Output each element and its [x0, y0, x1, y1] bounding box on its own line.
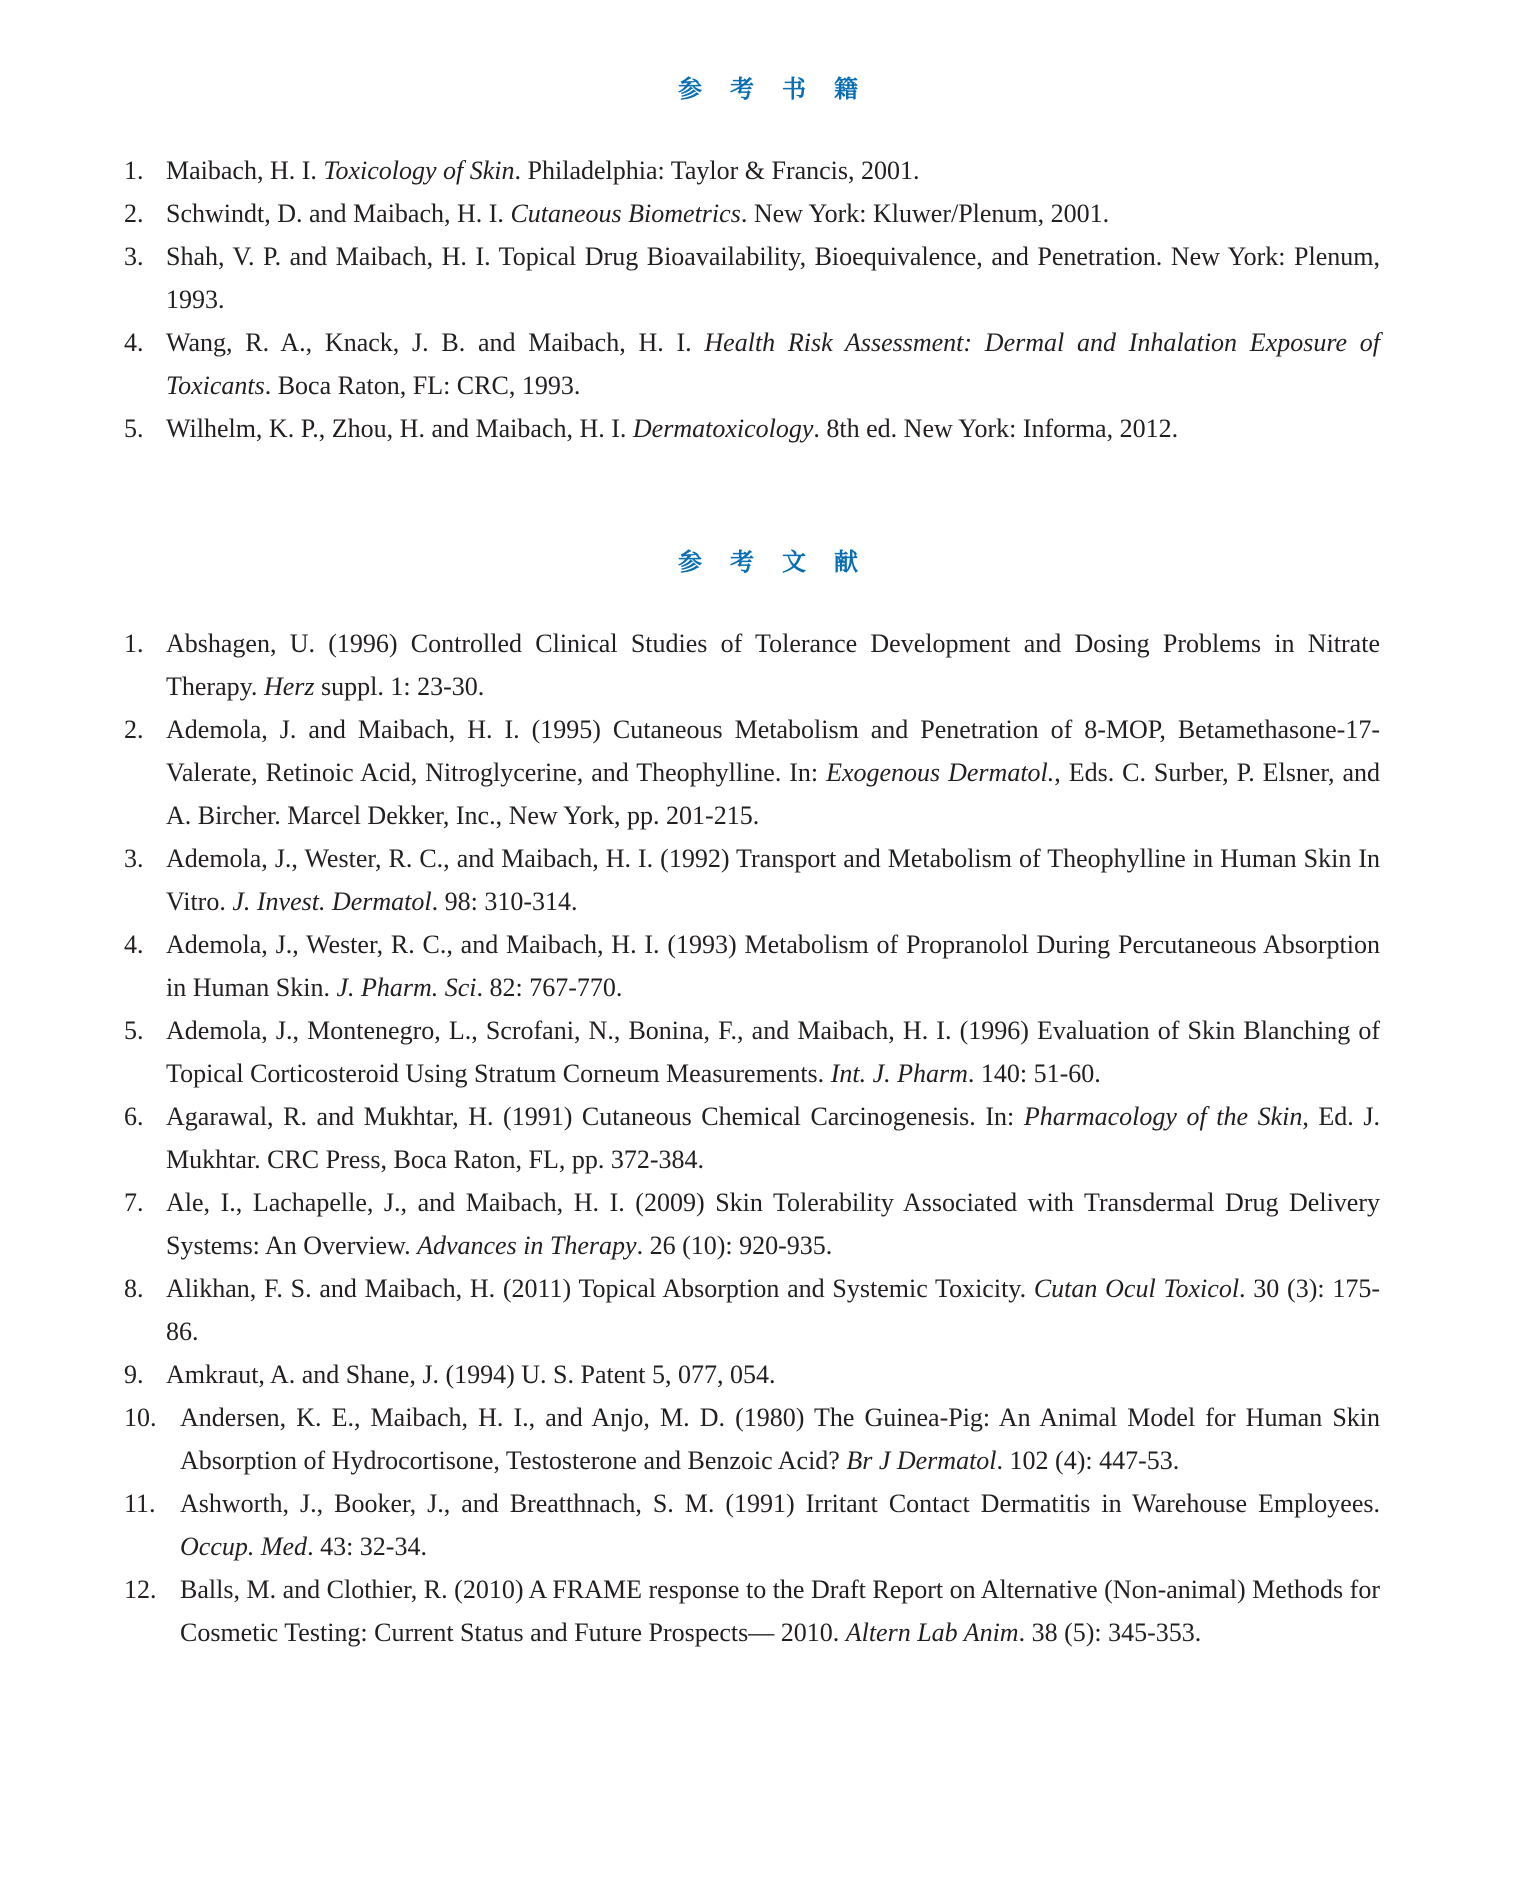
reference-text	[166, 242, 1380, 314]
reference-text-segment: . 26 (10): 920-935.	[636, 1231, 833, 1260]
reference-text	[166, 1102, 1380, 1174]
reference-italic-title: Altern Lab Anim	[845, 1618, 1019, 1647]
reference-text	[166, 629, 1380, 701]
reference-text	[166, 328, 1380, 400]
reference-text-segment: Wang, R. A., Knack, J. B. and Maibach, H. I.	[166, 328, 705, 357]
reference-italic-title: Br J Dermatol	[846, 1446, 997, 1475]
reference-number: 1.	[124, 629, 144, 658]
reference-item	[124, 622, 1380, 708]
reference-italic-title: Cutan Ocul Toxicol	[1033, 1274, 1240, 1303]
reference-item	[124, 321, 1380, 407]
reference-text	[166, 1274, 1380, 1346]
literature-reference-list	[124, 622, 1380, 1654]
reference-text-segment: . 43: 32-34.	[307, 1532, 427, 1561]
reference-number: 2.	[124, 715, 144, 744]
literature-section-heading: 参考文献	[678, 548, 886, 576]
reference-text-segment: Schwindt, D. and Maibach, H. I.	[166, 199, 511, 228]
reference-text-segment: Andersen, K. E., Maibach, H. I., and Anjo, M. D. (1980) The Guinea-Pig: An Animal Model for Human Skin Absorption of Hydrocortisone, Testosterone and Benzoic Acid?	[180, 1403, 1380, 1475]
reference-text-segment: Ashworth, J., Booker, J., and Breatthnach, S. M. (1991) Irritant Contact Dermatitis in Warehouse Employees.	[180, 1489, 1380, 1518]
reference-item	[124, 923, 1380, 1009]
reference-text-segment: . 30 (3): 175-86.	[166, 1274, 1380, 1346]
reference-italic-title: J. Invest. Dermatol	[232, 887, 432, 916]
reference-text-segment: . 38 (5): 345-353.	[1018, 1618, 1202, 1647]
reference-italic-title: Pharmacology of the Skin	[1023, 1102, 1303, 1131]
reference-item	[124, 1396, 1380, 1482]
reference-text-segment: Wilhelm, K. P., Zhou, H. and Maibach, H. I.	[166, 414, 633, 443]
reference-text-segment: . Philadelphia: Taylor & Francis, 2001.	[514, 156, 920, 185]
reference-text-segment: . 8th ed. New York: Informa, 2012.	[813, 414, 1179, 443]
reference-text-segment: Ademola, J., Wester, R. C., and Maibach, H. I. (1992) Transport and Metabolism of Theophylline in Human Skin In Vitro.	[166, 844, 1380, 916]
reference-item	[124, 1353, 1380, 1396]
reference-item	[124, 407, 1380, 450]
reference-text	[166, 414, 1178, 443]
reference-text	[166, 1360, 776, 1389]
reference-text-segment: Alikhan, F. S. and Maibach, H. (2011) Topical Absorption and Systemic Toxicity.	[166, 1274, 1034, 1303]
reference-text-segment: Ademola, J., Wester, R. C., and Maibach, H. I. (1993) Metabolism of Propranolol During Percutaneous Absorption in Human Skin.	[166, 930, 1380, 1002]
reference-text-segment: Ademola, J. and Maibach, H. I. (1995) Cutaneous Metabolism and Penetration of 8-MOP, Betamethasone-17-Valerate, Retinoic Acid, Nitroglycerine, and Theophylline. In:	[166, 715, 1380, 787]
reference-italic-title: Advances in Therapy	[417, 1231, 637, 1260]
reference-text	[166, 1016, 1380, 1088]
reference-number: 3.	[124, 242, 144, 271]
reference-italic-title: Int. J. Pharm	[830, 1059, 968, 1088]
reference-text	[180, 1403, 1380, 1475]
reference-italic-title: Herz	[263, 672, 315, 701]
reference-text-segment: Maibach, H. I.	[166, 156, 324, 185]
reference-text	[180, 1575, 1380, 1647]
reference-text-segment: Shah, V. P. and Maibach, H. I. Topical Drug Bioavailability, Bioequivalence, and Penetration. New York: Plenum, 1993.	[166, 242, 1380, 314]
reference-number: 10.	[124, 1403, 157, 1432]
books-reference-list	[124, 149, 1380, 450]
reference-item	[124, 192, 1380, 235]
reference-item	[124, 837, 1380, 923]
reference-text-segment: Ademola, J., Montenegro, L., Scrofani, N., Bonina, F., and Maibach, H. I. (1996) Evaluation of Skin Blanching of Topical Corticosteroid Using Stratum Corneum Measurements.	[166, 1016, 1380, 1088]
reference-italic-title: Toxicology of Skin	[323, 156, 515, 185]
reference-number: 4.	[124, 328, 144, 357]
reference-text-segment: . Boca Raton, FL: CRC, 1993.	[264, 371, 581, 400]
books-section-heading: 参考书籍	[678, 75, 886, 103]
reference-item	[124, 708, 1380, 837]
reference-number: 12.	[124, 1575, 157, 1604]
reference-italic-title: Health Risk Assessment: Dermal and Inhalation Exposure of Toxicants	[166, 328, 1381, 400]
reference-number: 5.	[124, 1016, 144, 1045]
reference-item	[124, 1095, 1380, 1181]
reference-text-segment: Agarawal, R. and Mukhtar, H. (1991) Cutaneous Chemical Carcinogenesis. In:	[166, 1102, 1024, 1131]
reference-number: 3.	[124, 844, 144, 873]
reference-text	[166, 930, 1380, 1002]
reference-item	[124, 1009, 1380, 1095]
reference-item	[124, 1267, 1380, 1353]
reference-text-segment: . 140: 51-60.	[967, 1059, 1101, 1088]
reference-text	[166, 844, 1380, 916]
reference-text	[166, 156, 920, 185]
reference-item	[124, 1181, 1380, 1267]
reference-text-segment: . 102 (4): 447-53.	[996, 1446, 1180, 1475]
reference-text	[166, 715, 1380, 830]
reference-number: 7.	[124, 1188, 144, 1217]
reference-text-segment: . 98: 310-314.	[431, 887, 578, 916]
reference-text	[166, 199, 1109, 228]
reference-text-segment: Abshagen, U. (1996) Controlled Clinical Studies of Tolerance Development and Dosing Problems in Nitrate Therapy.	[166, 629, 1380, 701]
reference-text-segment: . New York: Kluwer/Plenum, 2001.	[740, 199, 1110, 228]
reference-text-segment: suppl. 1: 23-30.	[314, 672, 485, 701]
reference-number: 11.	[124, 1489, 156, 1518]
reference-italic-title: J. Pharm. Sci	[336, 973, 477, 1002]
reference-number: 2.	[124, 199, 144, 228]
reference-italic-title: Cutaneous Biometrics	[510, 199, 741, 228]
reference-text	[166, 1188, 1380, 1260]
reference-number: 1.	[124, 156, 144, 185]
reference-number: 4.	[124, 930, 144, 959]
reference-italic-title: Exogenous Dermatol.	[826, 758, 1055, 787]
reference-item	[124, 1568, 1380, 1654]
reference-text-segment: , Ed. J. Mukhtar. CRC Press, Boca Raton, FL, pp. 372-384.	[166, 1102, 1380, 1174]
reference-italic-title: Occup. Med	[180, 1532, 308, 1561]
reference-text-segment: . 82: 767-770.	[476, 973, 623, 1002]
reference-text-segment: Ale, I., Lachapelle, J., and Maibach, H. I. (2009) Skin Tolerability Associated with Transdermal Drug Delivery Systems: An Overview.	[166, 1188, 1380, 1260]
reference-number: 9.	[124, 1360, 144, 1389]
reference-italic-title: Dermatoxicology	[632, 414, 814, 443]
reference-item	[124, 235, 1380, 321]
reference-number: 6.	[124, 1102, 144, 1131]
reference-number: 8.	[124, 1274, 144, 1303]
reference-text-segment: Amkraut, A. and Shane, J. (1994) U. S. Patent 5, 077, 054.	[166, 1360, 776, 1389]
reference-item	[124, 1482, 1380, 1568]
reference-number: 5.	[124, 414, 144, 443]
reference-text-segment: Balls, M. and Clothier, R. (2010) A FRAME response to the Draft Report on Alternative (Non-animal) Methods for Cosmetic Testing: Current Status and Future Prospects— 2010.	[180, 1575, 1380, 1647]
reference-text-segment: , Eds. C. Surber, P. Elsner, and A. Bircher. Marcel Dekker, Inc., New York, pp. 201-215.	[166, 758, 1380, 830]
reference-text	[180, 1489, 1380, 1561]
reference-item	[124, 149, 1380, 192]
